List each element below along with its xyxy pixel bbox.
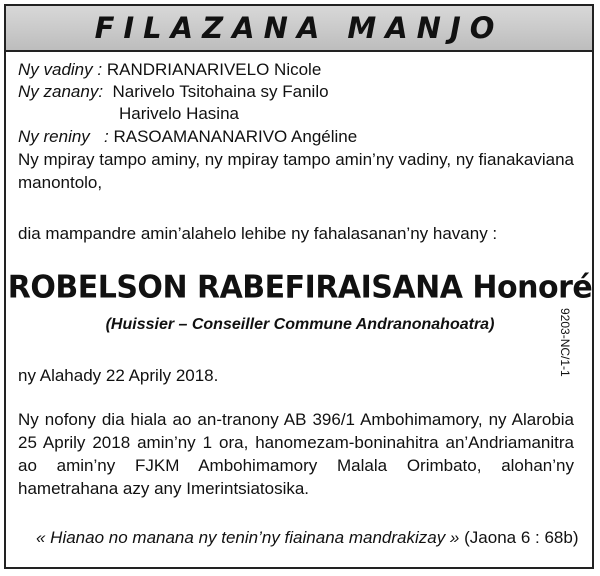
mother-line xyxy=(18,127,357,147)
spouse-separator: : xyxy=(97,60,103,79)
bible-quote xyxy=(36,528,578,548)
children-value-1: Narivelo Tsitohaina sy Fanilo xyxy=(112,82,329,101)
children-line xyxy=(18,82,329,102)
notice-header xyxy=(6,6,592,52)
family-paragraph: Ny mpiray tampo aminy, ny mpiray tampo amin’ny vadiny, ny fianakaviana manontolo, xyxy=(18,150,574,192)
deceased-name: ROBELSON RABEFIRAISANA Honoré xyxy=(7,269,593,306)
funeral-paragraph: Ny nofony dia hiala ao an-tranony AB 396/1 Ambohimamory, ny Alarobia 25 Aprily 2018 amin’ny 1 ora, hanomezam-boninahitra an’Andriamanitra ao amin’ny FJKM Ambohimamory Malala Orimbato, alohan’ny hametrahana azy any Imerintsiatosika. xyxy=(18,410,574,498)
notice-title: FILAZANA MANJO xyxy=(94,11,504,45)
mother-value: RASOAMANANARIVO Angéline xyxy=(113,127,358,146)
children-value-2: Harivelo Hasina xyxy=(119,104,239,123)
announcement-line: dia mampandre amin’alahelo lehibe ny fahalasanan’ny havany : xyxy=(18,224,498,243)
mother-separator: : xyxy=(103,127,109,146)
spouse-label: Ny vadiny xyxy=(18,60,93,79)
spouse-value: RANDRIANARIVELO Nicole xyxy=(106,60,322,79)
children-label: Ny zanany: xyxy=(18,82,104,101)
deceased-title: (Huissier – Conseiller Commune Andranonahoatra) xyxy=(105,316,495,333)
spouse-line xyxy=(18,60,321,80)
reference-code: 9203-NC/1-1 xyxy=(558,308,572,377)
quote-reference: (Jaona 6 : 68b) xyxy=(464,528,579,547)
children-line-2 xyxy=(119,104,239,124)
mother-label: Ny reniny xyxy=(18,127,90,146)
date-line: ny Alahady 22 Aprily 2018. xyxy=(18,366,219,385)
quote-text: « Hianao no manana ny tenin’ny fiainana mandrakizay » xyxy=(36,528,460,547)
